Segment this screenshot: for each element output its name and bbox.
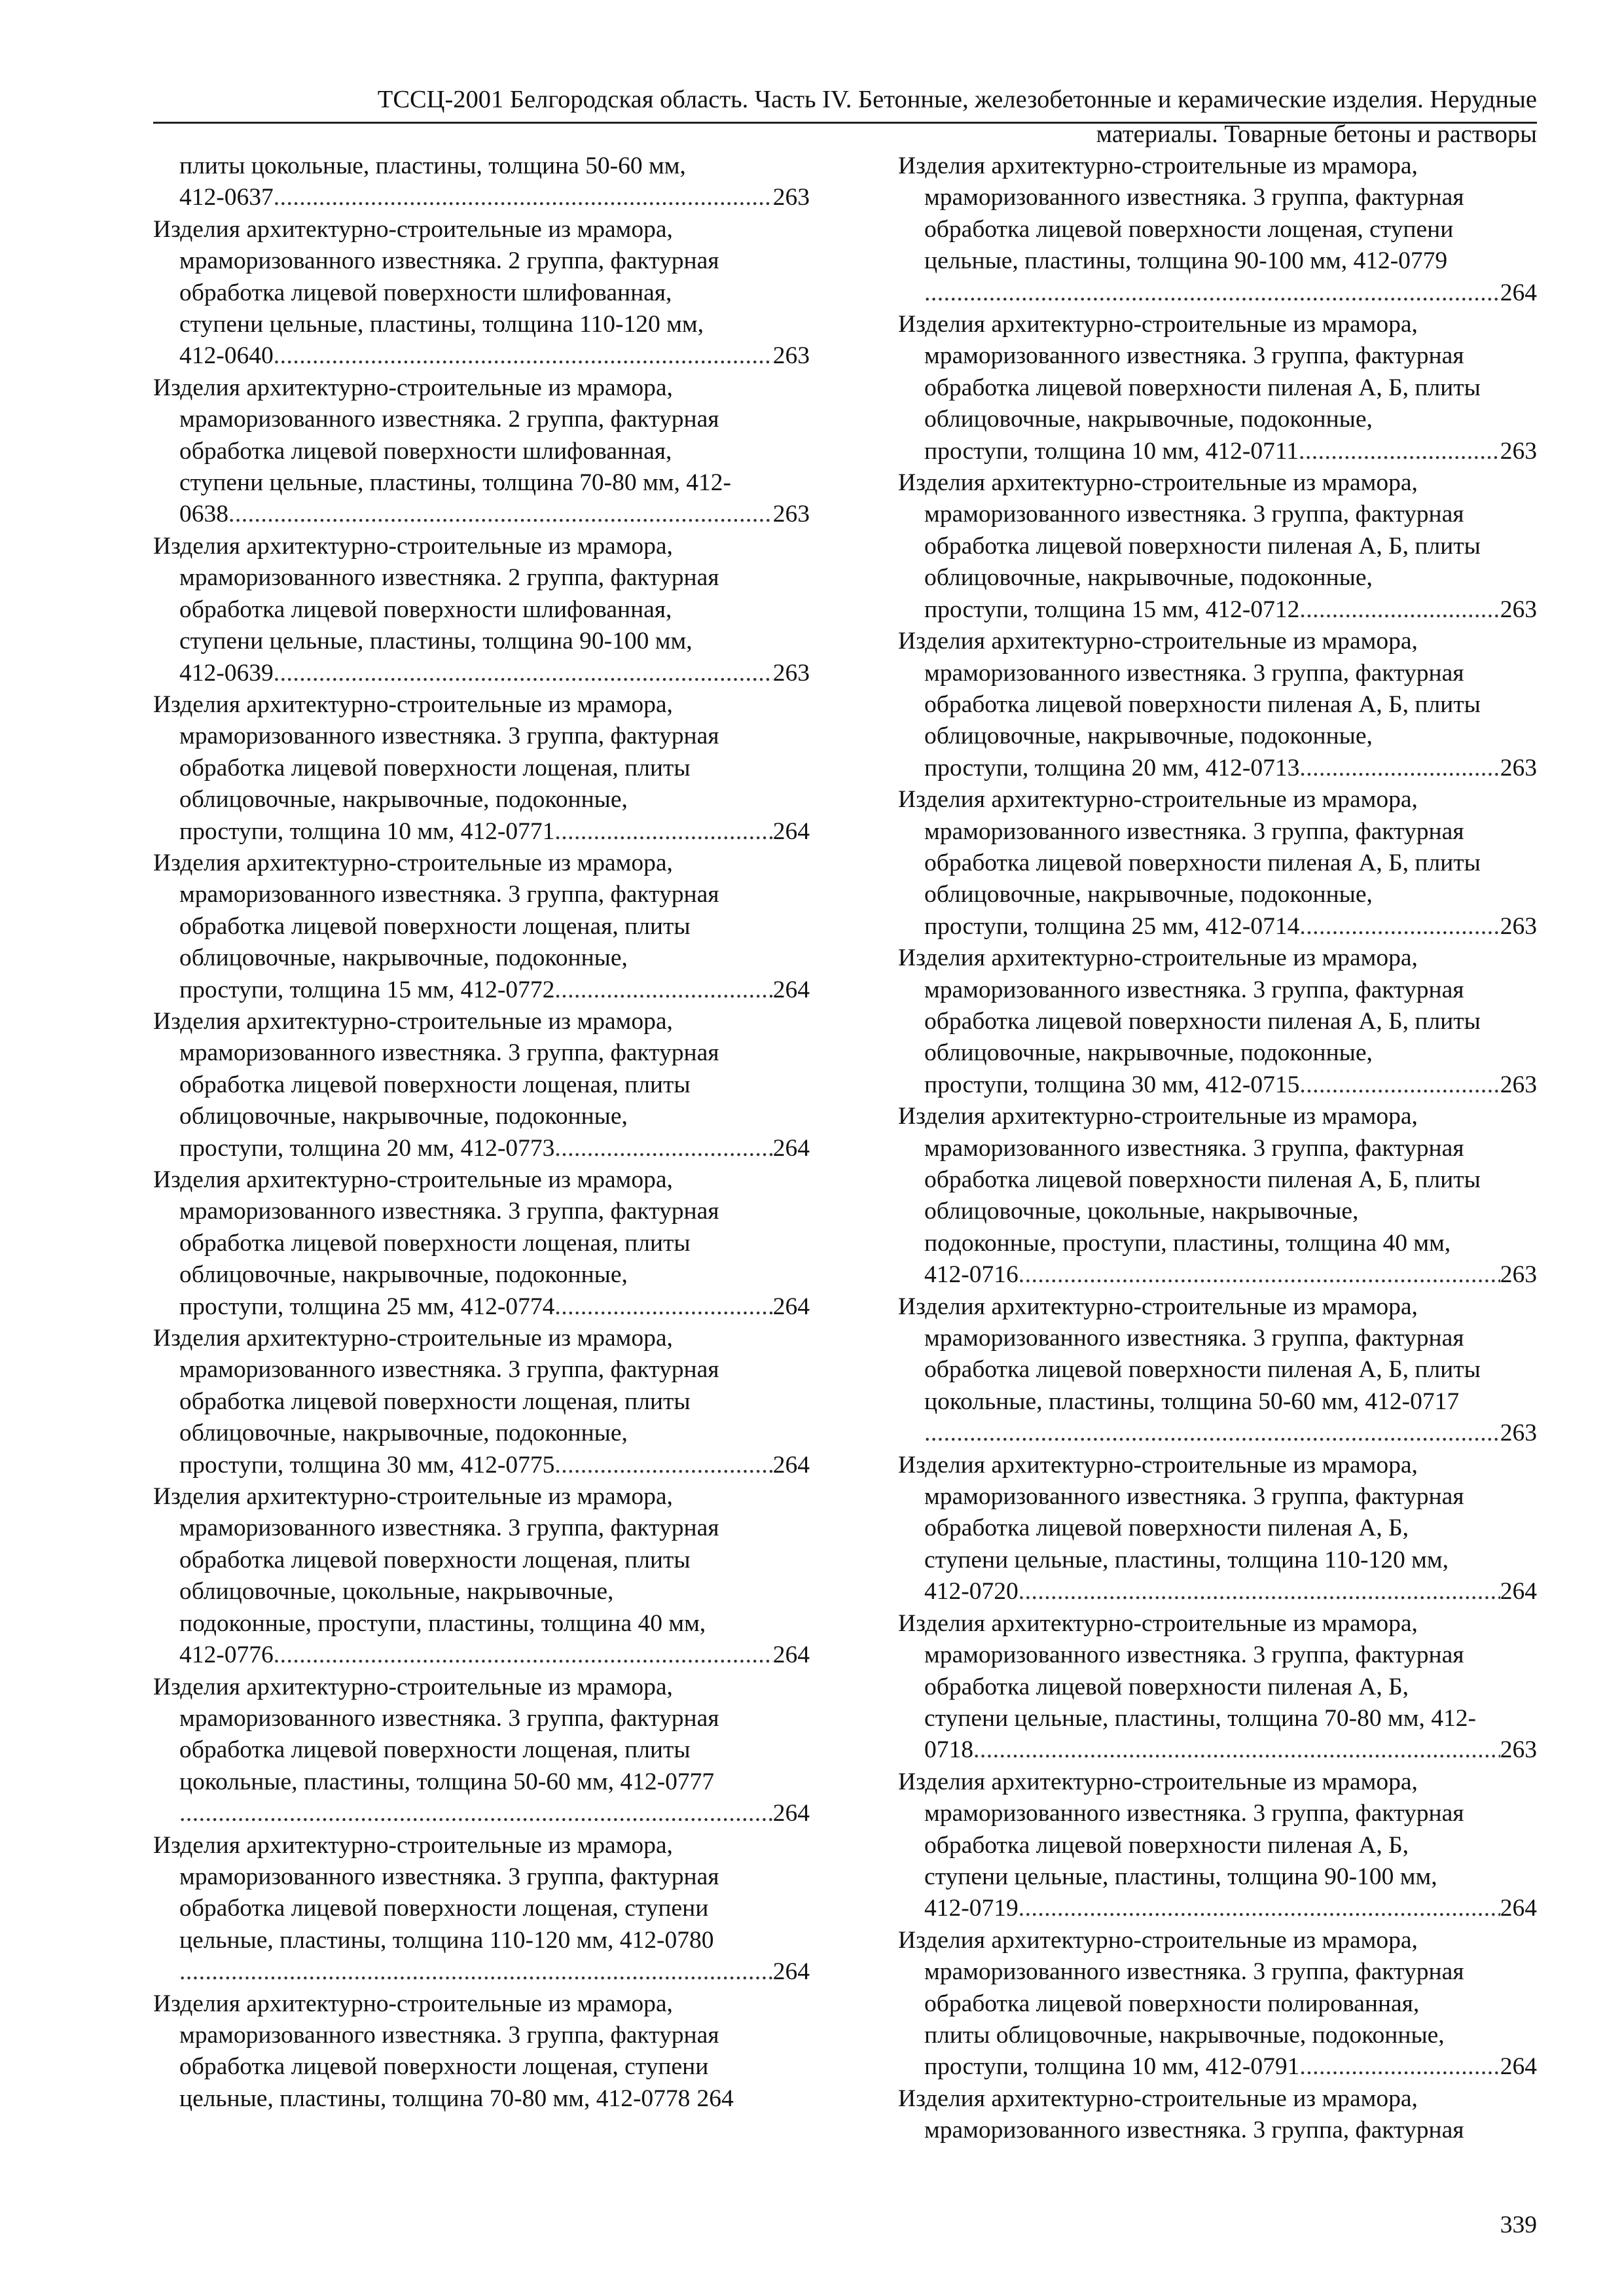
entry-line: обработка лицевой поверхности пиленая А, Б, плиты [924, 1007, 1481, 1035]
entry-line: ступени цельные, пластины, толщина 110-120 мм, [179, 311, 704, 338]
dot-leader [274, 658, 773, 689]
entry-last-line [898, 1418, 1537, 1449]
entry-line: мраморизованного известняка. 2 группа, фактурная [179, 406, 719, 433]
entry-text: проступи, толщина 20 мм, 412-0773 [179, 1134, 555, 1162]
entry-line: мраморизованного известняка. 3 группа, фактурная [924, 1134, 1464, 1162]
entry-last-line [898, 1069, 1537, 1101]
page-reference: 264 [772, 1451, 810, 1479]
entry-line: Изделия архитектурно-строительные из мрамора, [153, 1166, 673, 1193]
dot-leader [274, 182, 773, 213]
entry-line: облицовочные, накрывочные, подоконные, [179, 944, 628, 972]
entry-line: Изделия архитектурно-строительные из мрамора, [898, 1609, 1418, 1637]
index-entry [898, 1608, 1537, 1767]
entry-text: проступи, толщина 10 мм, 412-0791 [924, 2053, 1300, 2081]
entry-line: цокольные, пластины, толщина 50-60 мм, 412-0717 [924, 1388, 1460, 1415]
entry-line: обработка лицевой поверхности шлифованная, [179, 596, 672, 623]
entry-last-line [153, 1450, 810, 1481]
entry-line: обработка лицевой поверхности пиленая А, Б, [924, 1831, 1409, 1859]
entry-line: цельные, пластины, толщина 90-100 мм, 412-0779 [924, 247, 1448, 275]
entry-last-line [153, 340, 810, 372]
entry-line: облицовочные, накрывочные, подоконные, [924, 406, 1373, 433]
entry-line: подоконные, проступи, пластины, толщина 40 мм, [179, 1609, 706, 1637]
entry-line: обработка лицевой поверхности лощеная, плиты [179, 1546, 691, 1573]
dot-leader [554, 975, 772, 1006]
entry-line: мраморизованного известняка. 3 группа, фактурная [179, 1515, 719, 1542]
index-entry [153, 1323, 810, 1481]
dot-leader [1299, 911, 1500, 942]
index-column-right [898, 151, 1537, 2147]
page-reference: 264 [772, 1134, 810, 1162]
entry-text: проступи, толщина 30 мм, 412-0775 [179, 1451, 555, 1479]
entry-text: 412-0639 [179, 659, 274, 687]
entry-line: мраморизованного известняка. 3 группа, фактурная [179, 881, 719, 908]
entry-line: ступени цельные, пластины, толщина 90-100 мм, [179, 628, 693, 655]
index-entry [898, 942, 1537, 1101]
running-header-line-1: ТССЦ-2001 Белгородская область. Часть IV. Бетонные, железобетонные и керамические изделия. Нерудные [153, 84, 1537, 124]
entry-line: мраморизованного известняка. 3 группа, фактурная [179, 723, 719, 750]
page-reference: 264 [772, 1641, 810, 1669]
entry-line: Изделия архитектурно-строительные из мрамора, [898, 311, 1418, 338]
dot-leader [1019, 1259, 1500, 1291]
entry-line: мраморизованного известняка. 2 группа, фактурная [179, 247, 719, 275]
index-entry [153, 1006, 810, 1164]
entry-line: обработка лицевой поверхности шлифованная, [179, 437, 672, 465]
entry-last-line [898, 278, 1537, 309]
index-column-left [153, 151, 810, 2115]
page-reference: 263 [1500, 596, 1537, 623]
index-entry [153, 372, 810, 531]
index-entry [898, 467, 1537, 626]
entry-line: Изделия архитектурно-строительные из мрамора, [153, 1831, 673, 1859]
entry-text: 0718 [924, 1736, 973, 1764]
entry-line: мраморизованного известняка. 3 группа, фактурная [179, 1356, 719, 1384]
entry-line: Изделия архитектурно-строительные из мрамора, [153, 215, 673, 243]
page-number: 339 [1500, 2212, 1537, 2238]
index-entry [898, 784, 1537, 942]
entry-text: цельные, пластины, толщина 70-80 мм, 412-0778 [179, 2085, 691, 2112]
index-entry [153, 1830, 810, 1988]
entry-line: Изделия архитектурно-строительные из мрамора, [153, 691, 673, 718]
entry-line: Изделия архитектурно-строительные из мрамора, [898, 1926, 1418, 1954]
entry-last-line [898, 911, 1537, 942]
entry-line: обработка лицевой поверхности пиленая А, Б, плиты [924, 691, 1481, 718]
entry-line: цокольные, пластины, толщина 50-60 мм, 412-0777 [179, 1768, 715, 1795]
entry-line: облицовочные, накрывочные, подоконные, [924, 723, 1373, 750]
index-entry [153, 1672, 810, 1830]
index-entry [153, 848, 810, 1006]
entry-line: обработка лицевой поверхности лощеная, плиты [179, 912, 691, 940]
entry-last-line [153, 499, 810, 530]
entry-line: обработка лицевой поверхности полированная, [924, 1990, 1420, 2017]
entry-line: Изделия архитектурно-строительные из мрамора, [898, 1293, 1418, 1320]
page-reference: 263 [772, 342, 810, 370]
dot-leader [1299, 2051, 1500, 2083]
entry-line: Изделия архитектурно-строительные из мрамора, [898, 152, 1418, 179]
page-reference: 263 [772, 659, 810, 687]
entry-line: Изделия архитектурно-строительные из мрамора, [153, 532, 673, 560]
entry-line: мраморизованного известняка. 2 группа, фактурная [179, 564, 719, 592]
entry-text: 0638 [179, 501, 228, 528]
dot-leader [554, 1291, 772, 1323]
page-reference: 263 [1500, 754, 1537, 781]
entry-line: обработка лицевой поверхности пиленая А, Б, плиты [924, 374, 1481, 401]
entry-last-line [898, 1893, 1537, 1924]
entry-text: 412-0720 [924, 1578, 1019, 1605]
dot-leader [179, 1956, 773, 1988]
entry-line: обработка лицевой поверхности пиленая А, Б, плиты [924, 849, 1481, 876]
index-entry [898, 309, 1537, 467]
entry-text: проступи, толщина 10 мм, 412-0711 [924, 437, 1299, 465]
entry-text: проступи, толщина 20 мм, 412-0713 [924, 754, 1300, 781]
entry-line: ступени цельные, пластины, толщина 70-80 мм, 412- [924, 1704, 1476, 1732]
entry-line: облицовочные, цокольные, накрывочные, [924, 1198, 1359, 1225]
entry-text: 412-0637 [179, 184, 274, 211]
entry-line: облицовочные, накрывочные, подоконные, [179, 1103, 628, 1130]
entry-line: мраморизованного известняка. 3 группа, фактурная [924, 1641, 1464, 1669]
entry-line: мраморизованного известняка. 3 группа, фактурная [924, 817, 1464, 845]
entry-last-line [898, 436, 1537, 467]
page-reference: 264 [696, 2085, 734, 2112]
entry-last-line [898, 753, 1537, 784]
index-entry [898, 2083, 1537, 2147]
entry-line: мраморизованного известняка. 3 группа, фактурная [179, 1198, 719, 1225]
entry-line: Изделия архитектурно-строительные из мрамора, [153, 1990, 673, 2017]
index-entry [153, 689, 810, 848]
entry-text: проступи, толщина 30 мм, 412-0715 [924, 1071, 1300, 1098]
entry-line: мраморизованного известняка. 3 группа, фактурная [924, 1483, 1464, 1511]
entry-line: мраморизованного известняка. 3 группа, фактурная [179, 1039, 719, 1067]
entry-last-line [153, 1291, 810, 1323]
dot-leader [1299, 594, 1500, 626]
entry-line: ступени цельные, пластины, толщина 110-120 мм, [924, 1546, 1449, 1573]
page-reference: 263 [1500, 437, 1537, 465]
running-header-line-2: материалы. Товарные бетоны и растворы [1096, 120, 1537, 148]
entry-line: подоконные, проступи, пластины, толщина 40 мм, [924, 1229, 1451, 1257]
entry-line: облицовочные, накрывочные, подоконные, [924, 1039, 1373, 1067]
entry-last-line [898, 1259, 1537, 1291]
dot-leader [179, 1798, 773, 1829]
entry-line: Изделия архитектурно-строительные из мрамора, [898, 469, 1418, 497]
entry-last-line [153, 1956, 810, 1988]
entry-line: обработка лицевой поверхности лощеная, плиты [179, 1736, 691, 1764]
entry-text: 412-0719 [924, 1895, 1019, 1922]
entry-text: проступи, толщина 15 мм, 412-0712 [924, 596, 1300, 623]
entry-line: Изделия архитектурно-строительные из мрамора, [898, 628, 1418, 655]
index-entry [898, 151, 1537, 309]
index-entry [898, 1767, 1537, 1925]
entry-line: мраморизованного известняка. 3 группа, фактурная [924, 342, 1464, 370]
entry-text: 412-0640 [179, 342, 274, 370]
dot-leader [554, 1133, 772, 1164]
entry-line: облицовочные, накрывочные, подоконные, [179, 786, 628, 814]
entry-line: обработка лицевой поверхности лощеная, плиты [179, 754, 691, 781]
page-reference: 263 [772, 501, 810, 528]
page-reference: 264 [772, 1293, 810, 1320]
entry-line: Изделия архитектурно-строительные из мрамора, [153, 849, 673, 876]
entry-text: проступи, толщина 10 мм, 412-0771 [179, 817, 555, 845]
entry-line: Изделия архитектурно-строительные из мрамора, [153, 1007, 673, 1035]
entry-last-line [898, 1576, 1537, 1607]
entry-line: Изделия архитектурно-строительные из мрамора, [153, 374, 673, 401]
page-reference: 264 [772, 1800, 810, 1827]
dot-leader [1299, 753, 1500, 784]
entry-line: ступени цельные, пластины, толщина 70-80 мм, 412- [179, 469, 731, 497]
page-reference: 263 [1500, 1071, 1537, 1098]
entry-line: обработка лицевой поверхности пиленая А, Б, [924, 1515, 1409, 1542]
entry-last-line [153, 2083, 810, 2115]
entry-line: облицовочные, накрывочные, подоконные, [179, 1420, 628, 1447]
entry-last-line [153, 1640, 810, 1671]
entry-line: Изделия архитектурно-строительные из мрамора, [153, 1325, 673, 1352]
page-reference: 264 [1500, 1578, 1537, 1605]
entry-last-line [153, 182, 810, 213]
entry-line: мраморизованного известняка. 3 группа, фактурная [924, 659, 1464, 687]
entry-text: проступи, толщина 25 мм, 412-0714 [924, 912, 1300, 940]
dot-leader [1019, 1576, 1500, 1607]
entry-last-line [153, 1133, 810, 1164]
entry-line: Изделия архитектурно-строительные из мрамора, [898, 1451, 1418, 1479]
entry-line: Изделия архитектурно-строительные из мрамора, [898, 1768, 1418, 1795]
entry-line: ступени цельные, пластины, толщина 90-100 мм, [924, 1863, 1437, 1890]
entry-line: обработка лицевой поверхности лощеная, плиты [179, 1388, 691, 1415]
page-reference: 263 [1500, 1420, 1537, 1447]
index-entry [153, 1481, 810, 1671]
entry-last-line [153, 975, 810, 1006]
index-entry [898, 626, 1537, 784]
entry-line: Изделия архитектурно-строительные из мрамора, [153, 1483, 673, 1511]
page-reference: 264 [772, 1958, 810, 1986]
entry-text: проступи, толщина 15 мм, 412-0772 [179, 976, 555, 1003]
index-entry [153, 214, 810, 372]
entry-line: облицовочные, цокольные, накрывочные, [179, 1578, 614, 1605]
page-reference: 264 [1500, 2053, 1537, 2081]
entry-line: Изделия архитектурно-строительные из мрамора, [153, 1673, 673, 1700]
entry-line: обработка лицевой поверхности шлифованная, [179, 279, 672, 306]
dot-leader [1019, 1893, 1500, 1924]
entry-line: Изделия архитектурно-строительные из мрамора, [898, 2085, 1418, 2112]
entry-line: плиты цокольные, пластины, толщина 50-60 мм, [179, 152, 686, 179]
entry-text: 412-0716 [924, 1261, 1019, 1289]
entry-last-line [153, 816, 810, 848]
dot-leader [554, 816, 772, 848]
entry-line: мраморизованного известняка. 3 группа, фактурная [924, 976, 1464, 1003]
dot-leader [274, 1640, 773, 1671]
entry-line: мраморизованного известняка. 3 группа, фактурная [179, 1863, 719, 1890]
entry-line: обработка лицевой поверхности пиленая А, Б, плиты [924, 1166, 1481, 1193]
index-entry [153, 1988, 810, 2115]
dot-leader [274, 340, 773, 372]
page-reference: 263 [1500, 1261, 1537, 1289]
entry-line: плиты облицовочные, накрывочные, подоконные, [924, 2021, 1445, 2049]
entry-line: Изделия архитектурно-строительные из мрамора, [898, 1103, 1418, 1130]
entry-line: обработка лицевой поверхности лощеная, ступени [179, 1895, 709, 1922]
entry-line: мраморизованного известняка. 3 группа, фактурная [924, 1325, 1464, 1352]
page-reference: 264 [1500, 1895, 1537, 1922]
dot-leader [924, 1418, 1500, 1449]
entry-last-line [898, 2051, 1537, 2083]
entry-line: облицовочные, накрывочные, подоконные, [179, 1261, 628, 1289]
entry-line: облицовочные, накрывочные, подоконные, [924, 564, 1373, 592]
entry-line: облицовочные, накрывочные, подоконные, [924, 881, 1373, 908]
entry-line: мраморизованного известняка. 3 группа, фактурная [924, 501, 1464, 528]
entry-line: обработка лицевой поверхности лощеная, ступени [179, 2053, 709, 2081]
index-entry [153, 151, 810, 214]
page-reference: 264 [772, 976, 810, 1003]
entry-line: мраморизованного известняка. 3 группа, фактурная [924, 2117, 1464, 2144]
entry-line: мраморизованного известняка. 3 группа, фактурная [179, 2021, 719, 2049]
page-reference: 263 [772, 184, 810, 211]
dot-leader [973, 1734, 1500, 1766]
entry-line: обработка лицевой поверхности лощеная, ступени [924, 215, 1454, 243]
entry-line: обработка лицевой поверхности лощеная, плиты [179, 1071, 691, 1098]
entry-line: Изделия архитектурно-строительные из мрамора, [898, 786, 1418, 814]
dot-leader [554, 1450, 772, 1481]
dot-leader [1299, 1069, 1500, 1101]
entry-last-line [898, 594, 1537, 626]
index-entry [153, 1164, 810, 1323]
index-entry [898, 1925, 1537, 2083]
index-entry [898, 1101, 1537, 1291]
entry-line: мраморизованного известняка. 3 группа, фактурная [924, 1958, 1464, 1986]
entry-line: обработка лицевой поверхности лощеная, плиты [179, 1229, 691, 1257]
entry-text: 412-0776 [179, 1641, 274, 1669]
entry-line: обработка лицевой поверхности пиленая А, Б, [924, 1673, 1409, 1700]
dot-leader [1299, 436, 1500, 467]
dot-leader [228, 499, 773, 530]
index-entry [153, 531, 810, 689]
entry-line: Изделия архитектурно-строительные из мрамора, [898, 944, 1418, 972]
entry-line: мраморизованного известняка. 3 группа, фактурная [924, 1800, 1464, 1827]
page-reference: 263 [1500, 1736, 1537, 1764]
page-reference: 264 [772, 817, 810, 845]
entry-last-line [153, 1798, 810, 1829]
index-entry [898, 1291, 1537, 1450]
index-entry [898, 1450, 1537, 1608]
page-reference: 263 [1500, 912, 1537, 940]
entry-text: проступи, толщина 25 мм, 412-0774 [179, 1293, 555, 1320]
dot-leader [924, 278, 1500, 309]
entry-line: мраморизованного известняка. 3 группа, фактурная [179, 1704, 719, 1732]
entry-line: мраморизованного известняка. 3 группа, фактурная [924, 184, 1464, 211]
entry-line: цельные, пластины, толщина 110-120 мм, 412-0780 [179, 1926, 714, 1954]
entry-line: обработка лицевой поверхности пиленая А, Б, плиты [924, 1356, 1481, 1384]
entry-last-line [898, 1734, 1537, 1766]
entry-last-line [153, 658, 810, 689]
page-reference: 264 [1500, 279, 1537, 306]
entry-line: обработка лицевой поверхности пиленая А, Б, плиты [924, 532, 1481, 560]
